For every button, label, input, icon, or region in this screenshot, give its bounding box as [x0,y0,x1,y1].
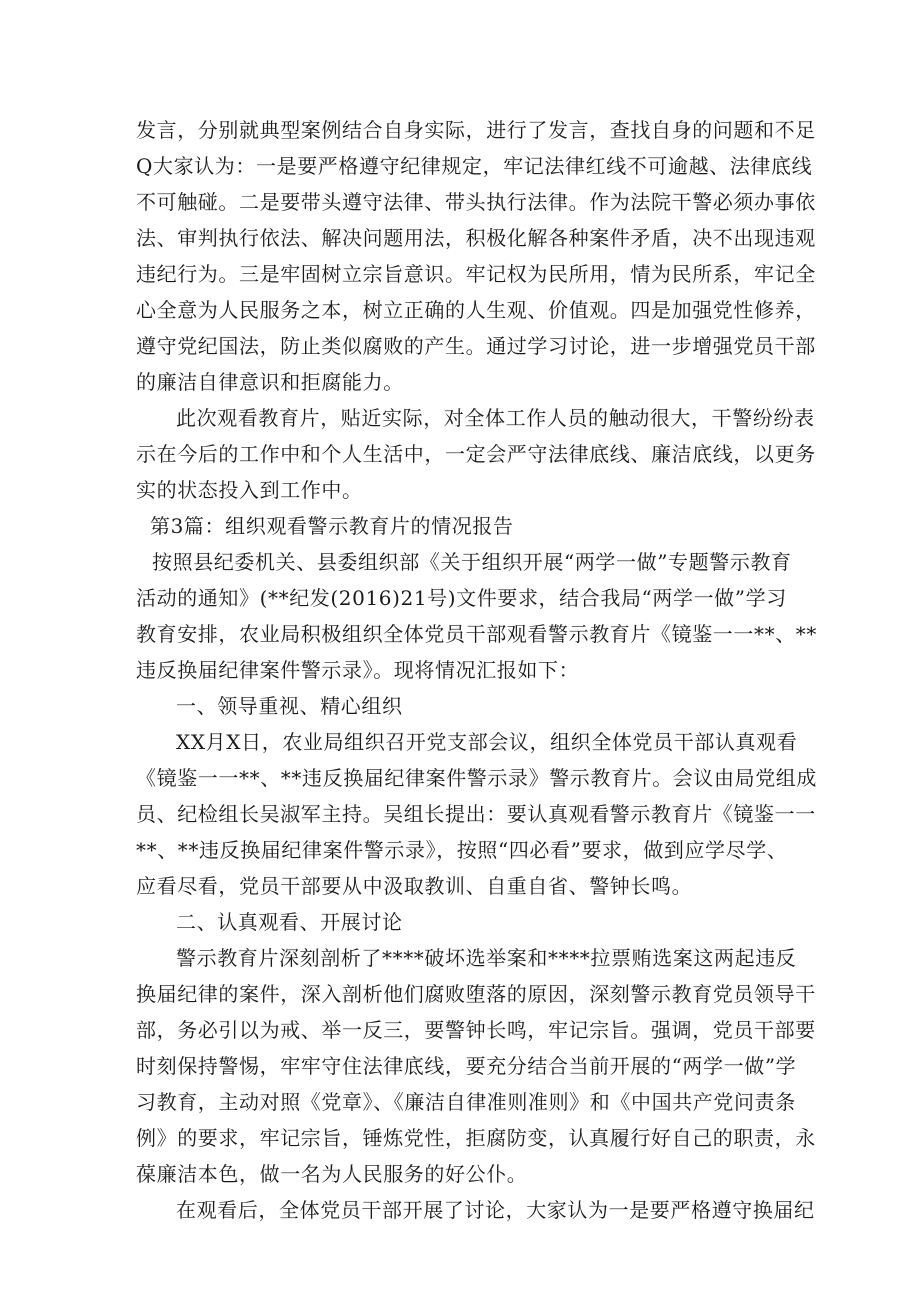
text-line: 遵守党纪国法，防止类似腐败的产生。通过学习讨论，进一步增强党员干部 [136,334,816,358]
text-line: 违反换届纪律案件警示录》。现将情况汇报如下： [136,658,580,682]
text-line: 心全意为人民服务之本，树立正确的人生观、价值观。四是加强党性修养， [136,298,816,322]
text-line: 活动的通知》(**纪发(2016)21号)文件要求，结合我局“两学一做”学习 [136,586,787,610]
text-line: 部，务必引以为戒、举一反三，要警钟长鸣，牢记宗旨。强调，党员干部要 [136,1018,816,1042]
subsection-heading: 二、认真观看、开展讨论 [176,910,403,934]
text-line: 习教育，主动对照《党章》、《廉洁自律准则准则》和《中国共产党问责条 [136,1090,796,1114]
text-line: 葆廉洁本色，做一名为人民服务的好公仆。 [136,1162,528,1186]
text-line: 发言，分别就典型案例结合自身实际，进行了发言，查找自身的问题和不足 [136,118,816,142]
text-line: **、**违反换届纪律案件警示录》，按照“四必看”要求，做到应学尽学、 [136,838,788,862]
text-line: 警示教育片深刻剖析了****破坏选举案和****拉票贿选案这两起违反 [176,946,797,970]
text-line: 在观看后，全体党员干部开展了讨论，大家认为一是要严格遵守换届纪 [176,1198,815,1222]
text-line: 《镜鉴一一**、**违反换届纪律案件警示录》警示教育片。会议由局党组成 [136,766,817,790]
text-line: 不可触碰。二是要带头遵守法律、带头执行法律。作为法院干警必须办事依 [136,190,816,214]
text-line: 应看尽看，党员干部要从中汲取教训、自重自省、警钟长鸣。 [136,874,693,898]
text-line: 法、审判执行依法、解决问题用法，积极化解各种案件矛盾，决不出现违观 [136,226,816,250]
text-line: 换届纪律的案件，深入剖析他们腐败堕落的原因，深刻警示教育党员领导干 [136,982,816,1006]
subsection-heading: 一、领导重视、精心组织 [176,694,403,718]
text-line: 员、纪检组长吴淑军主持。吴组长提出：要认真观看警示教育片《镜鉴一一 [136,802,816,826]
text-line: Q大家认为：一是要严格遵守纪律规定，牢记法律红线不可逾越、法律底线 [136,154,813,178]
text-line: 时刻保持警惕，牢牢守住法律底线，要充分结合当前开展的“两学一做”学 [136,1054,797,1078]
text-line: 例》的要求，牢记宗旨，锤炼党性，拒腐防变，认真履行好自己的职责，永 [136,1126,816,1150]
text-line: 的廉洁自律意识和拒腐能力。 [136,370,404,394]
text-line: 按照县纪委机关、县委组织部《关于组织开展“两学一做”专题警示教育 [152,550,792,574]
text-line: 示在今后的工作中和个人生活中，一定会严守法律底线、廉洁底线，以更务 [136,442,816,466]
section-heading: 第3篇：组织观看警示教育片的情况报告 [150,514,514,538]
text-line: 教育安排，农业局积极组织全体党员干部观看警示教育片《镜鉴一一**、** [136,622,817,646]
text-line: 违纪行为。三是牢固树立宗旨意识。牢记权为民所用，情为民所系，牢记全 [136,262,816,286]
text-line: 实的状态投入到工作中。 [136,478,363,502]
text-line: XX月X日，农业局组织召开党支部会议，组织全体党员干部认真观看 [176,730,798,754]
text-line: 此次观看教育片，贴近实际，对全体工作人员的触动很大，干警纷纷表 [176,406,815,430]
